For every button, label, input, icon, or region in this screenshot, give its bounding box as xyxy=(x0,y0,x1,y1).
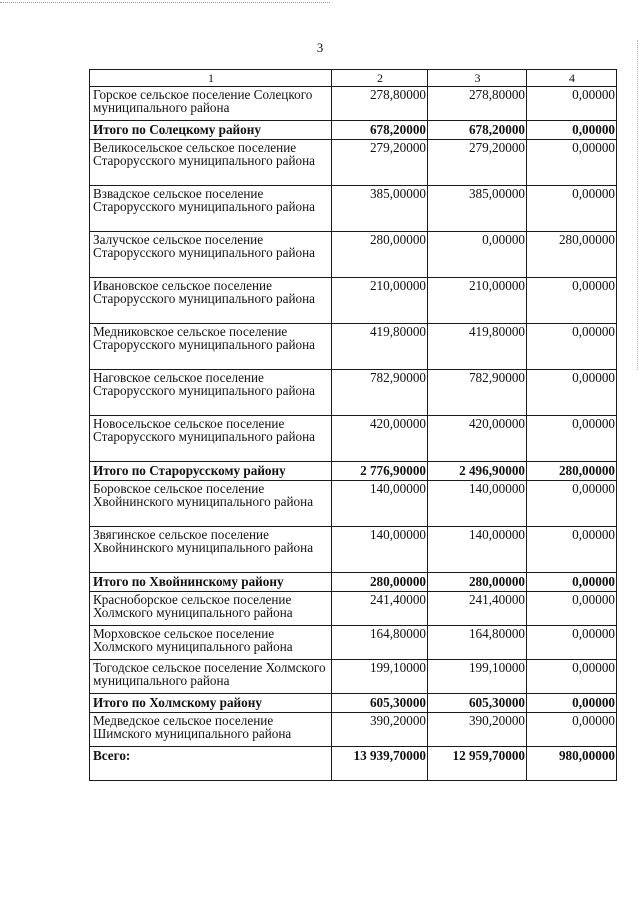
amount-col4-cell: 0,00000 xyxy=(527,660,617,694)
row-name-cell: Боровское сельское поселение Хвойнинского муниципального района xyxy=(90,481,332,527)
row-name-cell: Ивановское сельское поселение Старорусского муниципального района xyxy=(90,278,332,324)
amount-col4-cell: 0,00000 xyxy=(527,87,617,121)
amount-col3-cell: 241,40000 xyxy=(428,592,527,626)
subtotal-row xyxy=(90,573,617,592)
amount-col3-cell: 280,00000 xyxy=(428,573,527,592)
amount-col4-cell: 0,00000 xyxy=(527,278,617,324)
amount-total-cell: 140,00000 xyxy=(332,527,428,573)
amount-total-cell: 385,00000 xyxy=(332,186,428,232)
amount-col4-cell: 0,00000 xyxy=(527,416,617,462)
table-row xyxy=(90,324,617,370)
column-header-1: 1 xyxy=(90,70,332,87)
row-name-cell: Наговское сельское поселение Старорусского муниципального района xyxy=(90,370,332,416)
table-row xyxy=(90,186,617,232)
amount-col3-cell: 420,00000 xyxy=(428,416,527,462)
amount-col4-cell: 0,00000 xyxy=(527,713,617,747)
grand-total-row xyxy=(90,747,617,781)
amount-col3-cell: 140,00000 xyxy=(428,481,527,527)
row-name-cell: Новосельское сельское поселение Старорусского муниципального района xyxy=(90,416,332,462)
amount-col3-cell: 678,20000 xyxy=(428,121,527,140)
amount-col4-cell: 0,00000 xyxy=(527,481,617,527)
row-name-cell: Красноборское сельское поселение Холмского муниципального района xyxy=(90,592,332,626)
amount-col3-cell: 2 496,90000 xyxy=(428,462,527,481)
table-row xyxy=(90,232,617,278)
row-name-cell: Итого по Холмскому району xyxy=(90,694,332,713)
amount-col3-cell: 419,80000 xyxy=(428,324,527,370)
allocation-table xyxy=(89,69,617,781)
amount-total-cell: 140,00000 xyxy=(332,481,428,527)
table-row xyxy=(90,713,617,747)
amount-col3-cell: 278,80000 xyxy=(428,87,527,121)
amount-col4-cell: 0,00000 xyxy=(527,527,617,573)
amount-col3-cell: 279,20000 xyxy=(428,140,527,186)
amount-total-cell: 279,20000 xyxy=(332,140,428,186)
amount-col4-cell: 0,00000 xyxy=(527,694,617,713)
amount-col3-cell: 605,30000 xyxy=(428,694,527,713)
amount-col4-cell: 280,00000 xyxy=(527,232,617,278)
amount-col4-cell: 0,00000 xyxy=(527,324,617,370)
amount-col4-cell: 0,00000 xyxy=(527,370,617,416)
amount-col3-cell: 210,00000 xyxy=(428,278,527,324)
amount-total-cell: 420,00000 xyxy=(332,416,428,462)
row-name-cell: Залучское сельское поселение Старорусского муниципального района xyxy=(90,232,332,278)
row-name-cell: Великосельское сельское поселение Старорусского муниципального района xyxy=(90,140,332,186)
amount-total-cell: 199,10000 xyxy=(332,660,428,694)
amount-col4-cell: 0,00000 xyxy=(527,186,617,232)
amount-total-cell: 210,00000 xyxy=(332,278,428,324)
row-name-cell: Медведское сельское поселение Шимского муниципального района xyxy=(90,713,332,747)
amount-total-cell: 164,80000 xyxy=(332,626,428,660)
amount-col4-cell: 280,00000 xyxy=(527,462,617,481)
amount-total-cell: 241,40000 xyxy=(332,592,428,626)
amount-col3-cell: 12 959,70000 xyxy=(428,747,527,781)
amount-col4-cell: 0,00000 xyxy=(527,592,617,626)
row-name-cell: Взвадское сельское поселение Старорусского муниципального района xyxy=(90,186,332,232)
row-name-cell: Медниковское сельское поселение Старорусского муниципального района xyxy=(90,324,332,370)
amount-total-cell: 390,20000 xyxy=(332,713,428,747)
page-number: 3 xyxy=(316,40,324,55)
subtotal-row xyxy=(90,694,617,713)
subtotal-row xyxy=(90,462,617,481)
table-row xyxy=(90,527,617,573)
row-name-cell: Итого по Солецкому району xyxy=(90,121,332,140)
amount-total-cell: 280,00000 xyxy=(332,573,428,592)
table-row xyxy=(90,370,617,416)
amount-total-cell: 782,90000 xyxy=(332,370,428,416)
table-row xyxy=(90,140,617,186)
row-name-cell: Морховское сельское поселение Холмского муниципального района xyxy=(90,626,332,660)
row-name-cell: Горское сельское поселение Солецкого муниципального района xyxy=(90,87,332,121)
table-row xyxy=(90,416,617,462)
table-row xyxy=(90,87,617,121)
row-name-cell: Звягинское сельское поселение Хвойнинского муниципального района xyxy=(90,527,332,573)
amount-total-cell: 605,30000 xyxy=(332,694,428,713)
table-header-row xyxy=(90,70,617,87)
amount-total-cell: 278,80000 xyxy=(332,87,428,121)
row-name-cell: Итого по Хвойнинскому району xyxy=(90,573,332,592)
amount-col3-cell: 390,20000 xyxy=(428,713,527,747)
row-name-cell: Всего: xyxy=(90,747,332,781)
amount-total-cell: 678,20000 xyxy=(332,121,428,140)
amount-total-cell: 13 939,70000 xyxy=(332,747,428,781)
table-row xyxy=(90,660,617,694)
amount-col3-cell: 199,10000 xyxy=(428,660,527,694)
amount-col3-cell: 782,90000 xyxy=(428,370,527,416)
table-row xyxy=(90,481,617,527)
column-header-3: 3 xyxy=(428,70,527,87)
amount-total-cell: 419,80000 xyxy=(332,324,428,370)
amount-total-cell: 2 776,90000 xyxy=(332,462,428,481)
column-header-4: 4 xyxy=(527,70,617,87)
amount-col3-cell: 164,80000 xyxy=(428,626,527,660)
amount-col4-cell: 0,00000 xyxy=(527,140,617,186)
amount-col4-cell: 0,00000 xyxy=(527,626,617,660)
column-header-2: 2 xyxy=(332,70,428,87)
table-row xyxy=(90,592,617,626)
amount-col4-cell: 0,00000 xyxy=(527,121,617,140)
table-row xyxy=(90,626,617,660)
scan-edge-marks xyxy=(635,40,638,370)
amount-col3-cell: 140,00000 xyxy=(428,527,527,573)
row-name-cell: Тогодское сельское поселение Холмского муниципального района xyxy=(90,660,332,694)
amount-col3-cell: 0,00000 xyxy=(428,232,527,278)
row-name-cell: Итого по Старорусскому району xyxy=(90,462,332,481)
amount-col4-cell: 0,00000 xyxy=(527,573,617,592)
amount-total-cell: 280,00000 xyxy=(332,232,428,278)
table-row xyxy=(90,278,617,324)
amount-col3-cell: 385,00000 xyxy=(428,186,527,232)
amount-col4-cell: 980,00000 xyxy=(527,747,617,781)
scan-top-rule xyxy=(0,2,330,3)
subtotal-row xyxy=(90,121,617,140)
